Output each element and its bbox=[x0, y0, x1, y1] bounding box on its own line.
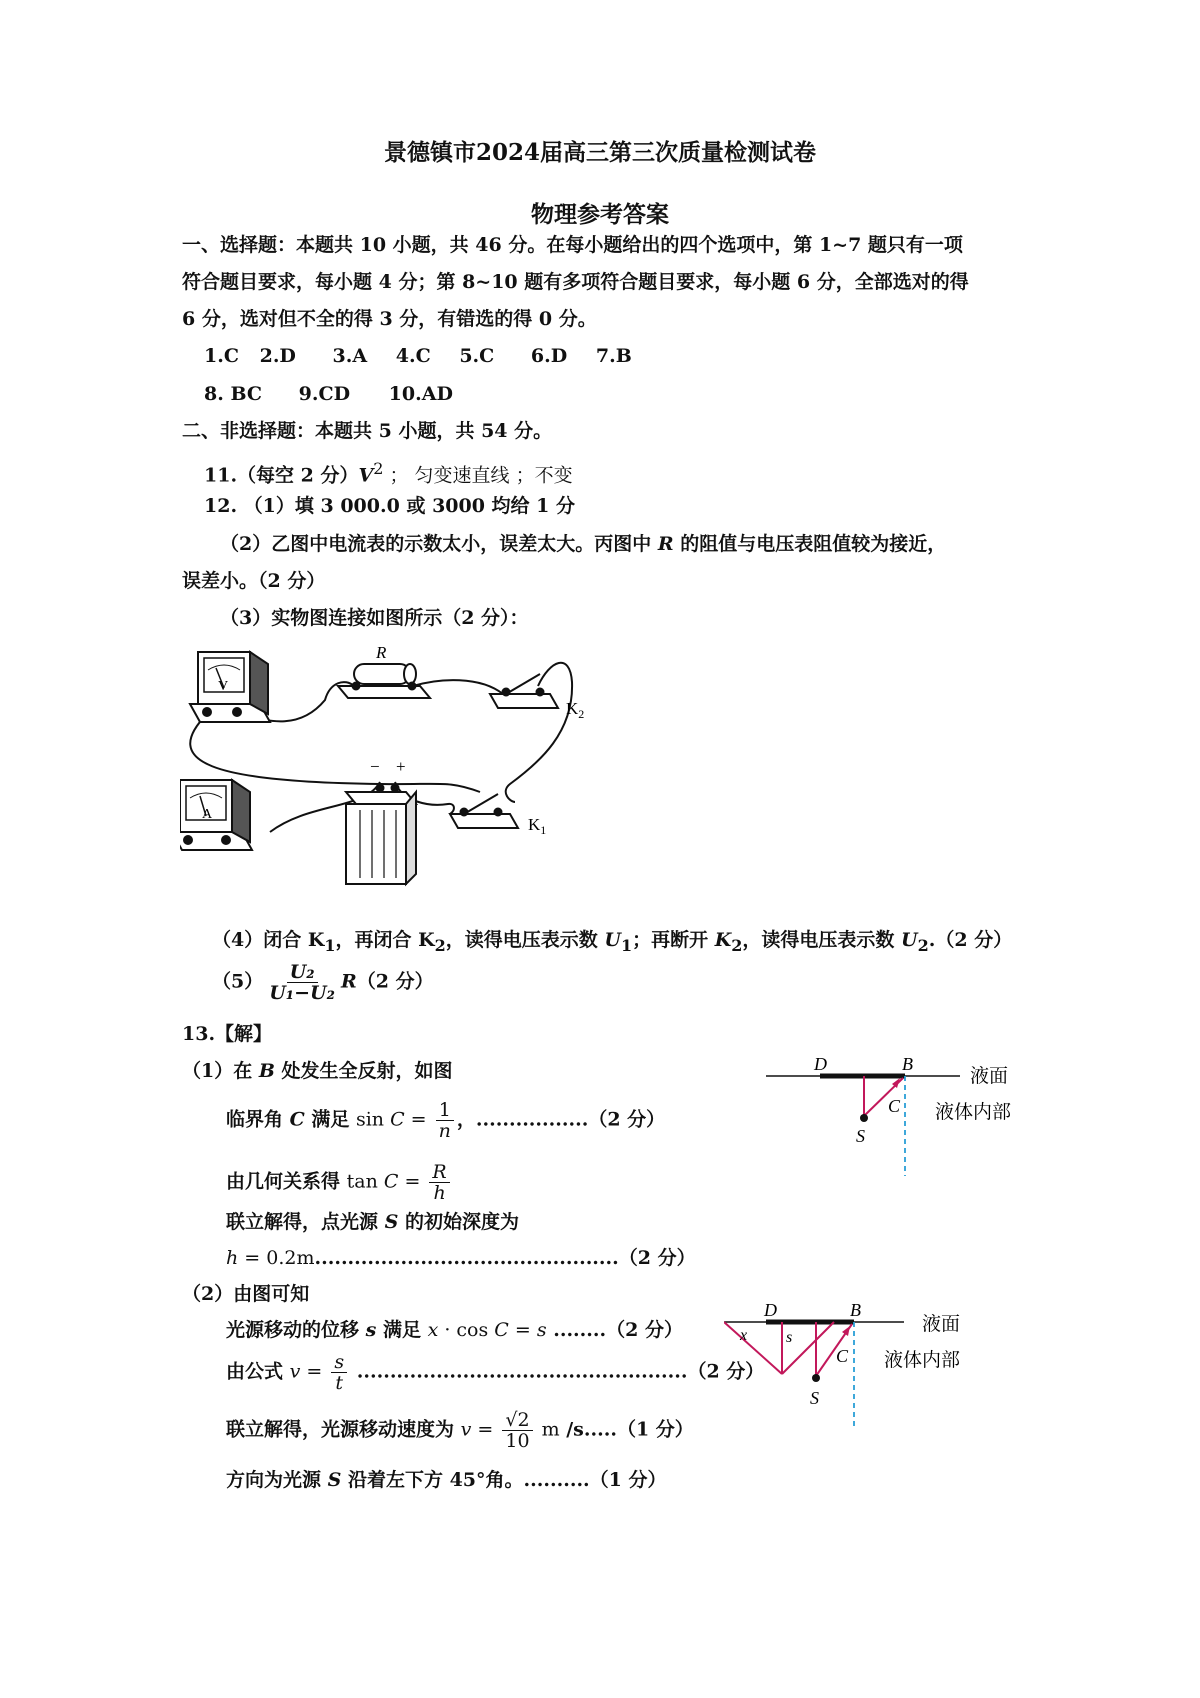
k1-label: $K_1$ bbox=[528, 815, 547, 837]
q13-geometry: 由几何关系得 tan C = $\frac{R}{h}$ bbox=[226, 1162, 453, 1203]
q11-v: V bbox=[358, 464, 374, 487]
svg-text:液体内部: 液体内部 bbox=[935, 1102, 1012, 1123]
resistor bbox=[338, 664, 430, 698]
q12-2b: 误差小。（2 分） bbox=[182, 570, 326, 592]
q13-solve1: 联立解得，点光源 S 的初始深度为 bbox=[226, 1211, 519, 1233]
r-symbol: R bbox=[657, 533, 674, 555]
answers-row2 bbox=[204, 380, 453, 408]
q12-2a bbox=[220, 530, 946, 558]
answer: 8. BC bbox=[204, 383, 262, 405]
q13-part1: （1）在 B 处发生全反射，如图 bbox=[182, 1060, 453, 1082]
svg-text:D: D bbox=[764, 1300, 777, 1320]
answer: 3.A bbox=[332, 345, 368, 367]
answer: 4.C bbox=[395, 345, 431, 367]
voltmeter-label: V bbox=[218, 679, 229, 694]
wire bbox=[413, 680, 503, 694]
ammeter bbox=[180, 780, 252, 850]
answer: 9.CD bbox=[298, 383, 351, 405]
q11-answer bbox=[204, 455, 573, 489]
svg-text:B: B bbox=[850, 1300, 861, 1320]
section1-line1: 一、选择题：本题共 10 小题，共 46 分。在每小题给出的四个选项中，第 1~7 题只有一项 bbox=[182, 234, 963, 256]
q13-heading: 13.【解】 bbox=[182, 1023, 273, 1045]
svg-text:D: D bbox=[814, 1054, 827, 1074]
battery bbox=[346, 785, 416, 885]
answer: 1.C bbox=[204, 345, 239, 367]
k2-label: $K_2$ bbox=[566, 699, 585, 721]
section1-line3: 6 分，选对但不全的得 3 分，有错选的得 0 分。 bbox=[182, 308, 597, 330]
svg-text:液面: 液面 bbox=[922, 1314, 961, 1335]
svg-text:C: C bbox=[888, 1096, 901, 1116]
section2-heading: 二、非选择题：本题共 5 小题，共 54 分。 bbox=[182, 420, 553, 442]
wire bbox=[506, 663, 572, 802]
text: 的阻值与电压表阻值较为接近， bbox=[673, 533, 947, 555]
svg-text:S: S bbox=[856, 1126, 865, 1146]
answer: 2.D bbox=[259, 345, 296, 367]
svg-text:液体内部: 液体内部 bbox=[884, 1350, 961, 1371]
battery-plus: + bbox=[396, 757, 406, 776]
q11-label: 11.（每空 2 分） bbox=[204, 464, 359, 487]
q13-velocity-result: 联立解得，光源移动速度为 v = $\frac{√2}{10}$ m /s.....（1 分） bbox=[226, 1409, 694, 1452]
q13-displacement: 光源移动的位移 s 满足 x · cos C = s ........（2 分） bbox=[226, 1319, 683, 1341]
svg-text:S: S bbox=[810, 1388, 819, 1408]
answer: 5.C bbox=[459, 345, 495, 367]
q13-velocity-formula: 由公式 v = $\frac{s}{t}$ ..................................................（2 分） bbox=[226, 1351, 765, 1394]
q13-depth: h = 0.2m..............................................（2 分） bbox=[226, 1247, 696, 1269]
q12-1: 12. （1）填 3 000.0 或 3000 均给 1 分 bbox=[204, 495, 576, 517]
q12-4: （4）闭合 $K_1$，再闭合 $K_2$，读得电压表示数 $U_1$；再断开 $K_2$，读得电压表示数 $U_2.(2$ 分） bbox=[212, 929, 1013, 955]
svg-text:B: B bbox=[902, 1054, 913, 1074]
q12-3: （3）实物图连接如图所示（2 分）： bbox=[220, 607, 529, 629]
page-subtitle: 物理参考答案 bbox=[531, 201, 669, 228]
circuit-diagram bbox=[180, 642, 680, 932]
answers-row1 bbox=[204, 342, 632, 370]
q13-part2: （2）由图可知 bbox=[182, 1283, 310, 1305]
text: （2）乙图中电流表的示数太小，误差太大。丙图中 bbox=[220, 533, 658, 555]
q13-critical-angle: 临界角 C 满足 sin C = $\frac{1}{n}$ ，.................（2 分） bbox=[226, 1099, 666, 1142]
answer: 10.AD bbox=[388, 383, 453, 405]
switch-k1 bbox=[450, 794, 518, 828]
fraction: $\frac{\text{U₂}}{\text{U₁−U₂}}$ bbox=[269, 961, 335, 1004]
refraction-diagram-1 bbox=[760, 1052, 1030, 1182]
page-title: 景德镇市2024届高三第三次质量检测试卷 bbox=[383, 139, 816, 166]
answer: 6.D bbox=[530, 345, 568, 367]
battery-minus: − bbox=[370, 757, 380, 776]
section1-line2: 符合题目要求，每小题 4 分；第 8~10 题有多项符合题目要求，每小题 6 分，全部选对的得 bbox=[182, 271, 969, 293]
ammeter-label: A bbox=[202, 807, 213, 822]
svg-text:x: x bbox=[740, 1327, 748, 1344]
answer: 7.B bbox=[595, 345, 632, 367]
svg-text:s: s bbox=[786, 1329, 793, 1346]
q12-5: （5） $\frac{\text{U₂}}{\text{U₁−U₂}}$ R（2 分） bbox=[212, 961, 434, 1004]
svg-text:C: C bbox=[836, 1346, 849, 1366]
q11-rest: ； 匀变速直线 ；不变 bbox=[383, 464, 573, 487]
q13-direction: 方向为光源 S 沿着左下方 45°角。..........（1 分） bbox=[226, 1469, 667, 1491]
q11-sup: 2 bbox=[373, 459, 384, 478]
resistor-label: R bbox=[376, 643, 387, 662]
voltmeter bbox=[190, 652, 270, 722]
refraction-diagram-2 bbox=[724, 1290, 994, 1430]
svg-text:液面: 液面 bbox=[970, 1066, 1009, 1087]
